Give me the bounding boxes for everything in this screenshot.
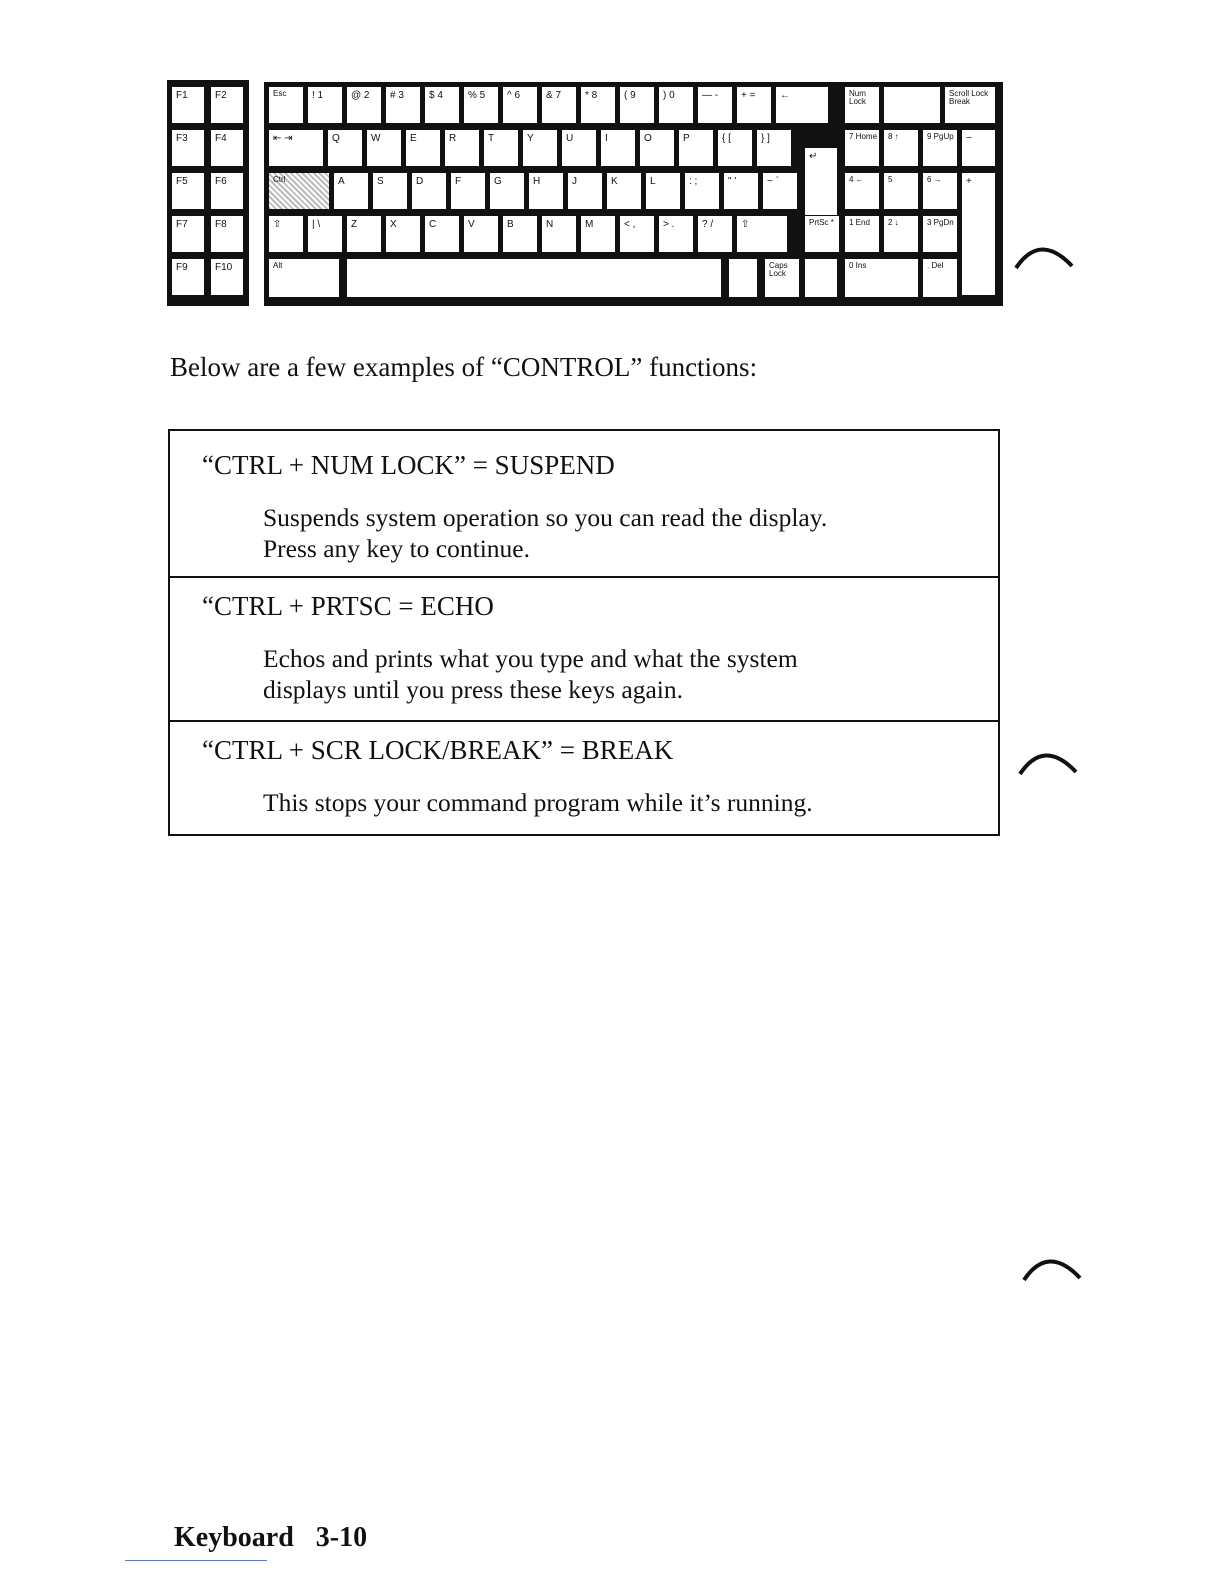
keyboard-key: 2 ↓ (883, 215, 919, 253)
keyboard-key: F (450, 172, 486, 210)
keyboard-key: * 8 (580, 86, 616, 124)
keyboard-key: ⇧ (268, 215, 304, 253)
keyboard-key: Ctrl (268, 172, 330, 210)
keyboard-key: 1 End (844, 215, 880, 253)
keyboard-key: B (502, 215, 538, 253)
keyboard-key: R (444, 129, 480, 167)
keyboard-key: Esc (268, 86, 304, 124)
key-f4: F4 (210, 129, 244, 167)
keyboard-key: 5 (883, 172, 919, 210)
function-key-block (167, 80, 249, 306)
keyboard-key: & 7 (541, 86, 577, 124)
description-line: displays until you press these keys again. (263, 675, 683, 704)
keyboard-key: { [ (717, 129, 753, 167)
intro-text: Below are a few examples of “CONTROL” functions: (170, 352, 758, 382)
margin-tab-mark (1016, 744, 1080, 778)
keyboard-key: S (372, 172, 408, 210)
keyboard-key: L (645, 172, 681, 210)
footer-section: Keyboard (174, 1522, 294, 1553)
keyboard-key: ) 0 (658, 86, 694, 124)
key-f9: F9 (171, 258, 205, 296)
keyboard-key: ⇤ ⇥ (268, 129, 324, 167)
keyboard-key: % 5 (463, 86, 499, 124)
keyboard-key (346, 258, 722, 298)
key-f8: F8 (210, 215, 244, 253)
keyboard-key: W (366, 129, 402, 167)
keyboard-key: D (411, 172, 447, 210)
keyboard-key: 9 PgUp (922, 129, 958, 167)
key-f2: F2 (210, 86, 244, 124)
description-line: Suspends system operation so you can read the display. (263, 503, 828, 532)
keyboard-key: < , (619, 215, 655, 253)
keyboard-key: ^ 6 (502, 86, 538, 124)
function-description (263, 502, 827, 564)
keyboard-key: : ; (684, 172, 720, 210)
keyboard-key: N (541, 215, 577, 253)
description-line: Press any key to continue. (263, 534, 530, 563)
keyboard-key: — - (697, 86, 733, 124)
keyboard-key: X (385, 215, 421, 253)
keyboard-key: " ' (723, 172, 759, 210)
keyboard-key: Z (346, 215, 382, 253)
keyboard-key: > . (658, 215, 694, 253)
keyboard-key: U (561, 129, 597, 167)
margin-tab-mark (1012, 238, 1076, 272)
keyboard-key: ( 9 (619, 86, 655, 124)
keyboard-key: H (528, 172, 564, 210)
keyboard-key: T (483, 129, 519, 167)
keyboard-key: . Del (922, 258, 958, 298)
keyboard-key: Num Lock (844, 86, 880, 124)
keyboard-key: Y (522, 129, 558, 167)
keyboard-key: 7 Home (844, 129, 880, 167)
keyboard-key: P (678, 129, 714, 167)
keyboard-key: 0 Ins (844, 258, 919, 298)
key-f3: F3 (171, 129, 205, 167)
keyboard-key: @ 2 (346, 86, 382, 124)
keyboard-key: Caps Lock (764, 258, 800, 298)
keyboard-key: ? / (697, 215, 733, 253)
keyboard-key: # 3 (385, 86, 421, 124)
key-f10: F10 (210, 258, 244, 296)
key-f1: F1 (171, 86, 205, 124)
control-function-row (170, 722, 998, 834)
footer-rule (125, 1560, 267, 1561)
keyboard-key: Q (327, 129, 363, 167)
keyboard-key: V (463, 215, 499, 253)
keyboard-key: C (424, 215, 460, 253)
function-description (263, 643, 798, 705)
margin-tab-mark (1020, 1250, 1084, 1284)
key-f5: F5 (171, 172, 205, 210)
keyboard-key: | \ (307, 215, 343, 253)
keyboard-key: Scroll Lock Break (944, 86, 996, 124)
function-title: “CTRL + SCR LOCK/BREAK” = BREAK (202, 735, 674, 765)
keyboard-key: + (961, 172, 996, 296)
function-title: “CTRL + PRTSC = ECHO (202, 591, 494, 621)
keyboard-illustration (167, 80, 1001, 304)
keyboard-key: Alt (268, 258, 340, 298)
keyboard-key: ~ ` (762, 172, 798, 210)
keyboard-key: ↵ (804, 147, 838, 229)
keyboard-key: ⇧ (736, 215, 788, 253)
keyboard-key: O (639, 129, 675, 167)
control-function-row (170, 578, 998, 722)
description-line: Echos and prints what you type and what the system (263, 644, 798, 673)
page-number: 3-10 (315, 1522, 368, 1553)
keyboard-key: ← (775, 86, 829, 124)
keyboard-key: G (489, 172, 525, 210)
key-f6: F6 (210, 172, 244, 210)
function-description (263, 787, 813, 818)
keyboard-key (728, 258, 758, 298)
key-f7: F7 (171, 215, 205, 253)
keyboard-key: E (405, 129, 441, 167)
keyboard-key: 6 → (922, 172, 958, 210)
keyboard-key: } ] (756, 129, 792, 167)
keyboard-key: ! 1 (307, 86, 343, 124)
keyboard-key (883, 86, 941, 124)
keyboard-key: $ 4 (424, 86, 460, 124)
keyboard-key: 8 ↑ (883, 129, 919, 167)
function-title: “CTRL + NUM LOCK” = SUSPEND (202, 450, 615, 480)
keyboard-key: A (333, 172, 369, 210)
page-footer (174, 1522, 367, 1554)
control-function-row (170, 431, 998, 578)
keyboard-key: 4 ← (844, 172, 880, 210)
keyboard-key: I (600, 129, 636, 167)
main-key-block (264, 82, 1003, 306)
keyboard-key: − (961, 129, 996, 167)
description-line: This stops your command program while it’s running. (263, 788, 813, 817)
keyboard-key: 3 PgDn (922, 215, 958, 253)
keyboard-key: K (606, 172, 642, 210)
keyboard-key (804, 258, 838, 298)
keyboard-key: M (580, 215, 616, 253)
keyboard-key: J (567, 172, 603, 210)
control-functions-table (168, 429, 1000, 836)
keyboard-key: + = (736, 86, 772, 124)
keyboard-key: PrtSc * (804, 215, 840, 253)
